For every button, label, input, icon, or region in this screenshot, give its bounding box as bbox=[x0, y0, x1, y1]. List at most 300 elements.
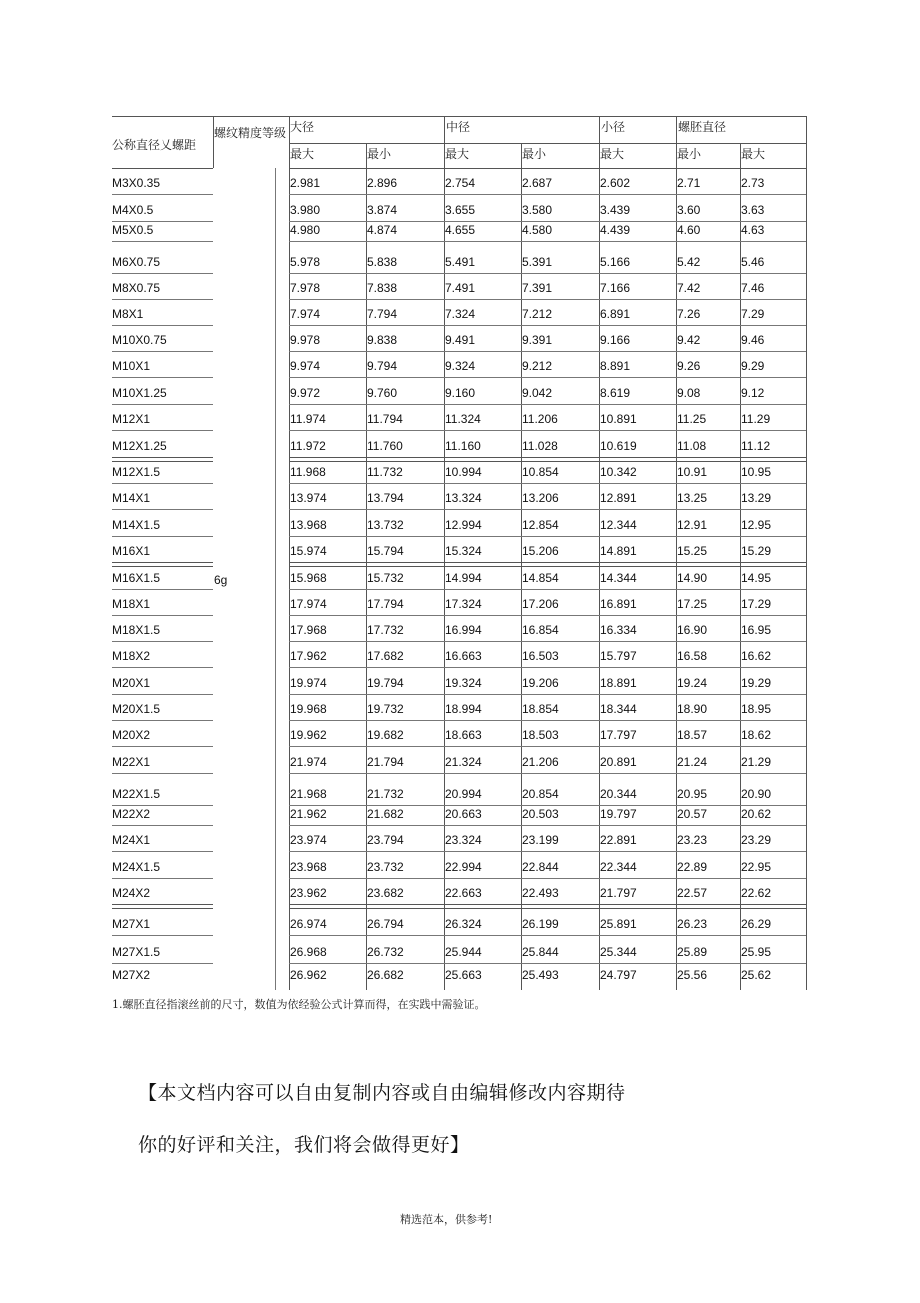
table-cell: 2.73 bbox=[741, 176, 765, 190]
table-cell: 12.891 bbox=[600, 491, 637, 505]
table-cell: 14.891 bbox=[600, 544, 637, 558]
table-cell: 18.663 bbox=[445, 728, 482, 742]
table-row-label: M4X0.5 bbox=[112, 203, 154, 217]
table-cell: 21.324 bbox=[445, 755, 482, 769]
row-rule bbox=[289, 483, 806, 484]
table-row-label: M22X2 bbox=[112, 807, 151, 821]
table-cell: 23.23 bbox=[677, 833, 708, 847]
table-cell: 22.89 bbox=[677, 860, 708, 874]
table-cell: 13.794 bbox=[367, 491, 404, 505]
table-cell: 7.46 bbox=[741, 281, 765, 295]
table-cell: 5.166 bbox=[600, 255, 631, 269]
table-cell: 2.71 bbox=[677, 176, 701, 190]
promo-line-2: 你的好评和关注，我们将会做得更好】 bbox=[138, 1134, 470, 1156]
row-rule bbox=[112, 430, 213, 431]
table-cell: 22.493 bbox=[522, 886, 559, 900]
table-cell: 3.439 bbox=[600, 203, 631, 217]
header-subvline-2 bbox=[740, 143, 741, 169]
table-cell: 20.95 bbox=[677, 787, 708, 801]
row-rule bbox=[289, 746, 806, 747]
table-cell: 14.90 bbox=[677, 571, 708, 585]
table-cell: 14.854 bbox=[522, 571, 559, 585]
table-cell: 7.391 bbox=[522, 281, 553, 295]
table-cell: 25.89 bbox=[677, 945, 708, 959]
table-cell: 26.23 bbox=[677, 917, 708, 931]
table-cell: 16.663 bbox=[445, 649, 482, 663]
body-vline-7 bbox=[806, 168, 807, 990]
row-rule bbox=[289, 509, 806, 510]
table-cell: 13.29 bbox=[741, 491, 772, 505]
table-cell: 18.503 bbox=[522, 728, 559, 742]
table-cell: 19.29 bbox=[741, 676, 772, 690]
table-cell: 9.324 bbox=[445, 359, 476, 373]
row-rule bbox=[112, 273, 213, 274]
table-cell: 19.324 bbox=[445, 676, 482, 690]
table-cell: 20.663 bbox=[445, 807, 482, 821]
row-rule bbox=[289, 299, 806, 300]
row-rule bbox=[112, 325, 213, 326]
table-row-label: M20X1.5 bbox=[112, 702, 161, 716]
table-cell: 18.994 bbox=[445, 702, 482, 716]
table-cell: 7.29 bbox=[741, 307, 765, 321]
table-cell: 26.29 bbox=[741, 917, 772, 931]
table-cell: 9.491 bbox=[445, 333, 476, 347]
table-cell: 11.974 bbox=[290, 412, 326, 426]
table-cell: 15.797 bbox=[600, 649, 637, 663]
table-cell: 10.994 bbox=[445, 465, 482, 479]
table-cell: 2.981 bbox=[290, 176, 321, 190]
table-cell: 7.42 bbox=[677, 281, 701, 295]
row-rule bbox=[112, 351, 213, 352]
table-cell: 9.166 bbox=[600, 333, 631, 347]
table-row-label: M27X2 bbox=[112, 968, 151, 982]
table-cell: 16.62 bbox=[741, 649, 772, 663]
table-cell: 19.794 bbox=[367, 676, 404, 690]
table-cell: 23.682 bbox=[367, 886, 404, 900]
table-cell: 19.24 bbox=[677, 676, 708, 690]
row-rule bbox=[289, 241, 806, 242]
table-cell: 19.974 bbox=[290, 676, 327, 690]
table-row-label: M6X0.75 bbox=[112, 255, 161, 269]
table-cell: 9.12 bbox=[741, 386, 765, 400]
row-rule bbox=[289, 641, 806, 642]
row-rule bbox=[289, 720, 806, 721]
table-row-label: M3X0.35 bbox=[112, 176, 161, 190]
table-cell: 14.95 bbox=[741, 571, 772, 585]
row-rule bbox=[289, 615, 806, 616]
table-cell: 22.95 bbox=[741, 860, 772, 874]
table-cell: 17.29 bbox=[741, 597, 772, 611]
table-cell: 3.63 bbox=[741, 203, 765, 217]
table-cell: 23.199 bbox=[522, 833, 559, 847]
table-cell: 4.980 bbox=[290, 223, 321, 237]
row-rule bbox=[289, 351, 806, 352]
table-cell: 16.90 bbox=[677, 623, 708, 637]
row-rule bbox=[112, 963, 213, 964]
table-cell: 8.619 bbox=[600, 386, 631, 400]
table-cell: 5.491 bbox=[445, 255, 476, 269]
table-cell: 11.29 bbox=[741, 412, 771, 426]
table-cell: 23.324 bbox=[445, 833, 482, 847]
table-cell: 17.794 bbox=[367, 597, 404, 611]
table-cell: 18.891 bbox=[600, 676, 637, 690]
table-cell: 4.655 bbox=[445, 223, 476, 237]
table-cell: 25.95 bbox=[741, 945, 772, 959]
table-cell: 18.95 bbox=[741, 702, 772, 716]
table-row-label: M12X1.5 bbox=[112, 465, 161, 479]
table-cell: 15.794 bbox=[367, 544, 404, 558]
header-sub-6: 最大 bbox=[741, 147, 766, 161]
table-cell: 11.732 bbox=[367, 465, 403, 479]
header-sub-2: 最大 bbox=[445, 147, 470, 161]
row-rule bbox=[289, 325, 806, 326]
row-rule bbox=[289, 935, 806, 936]
row-rule bbox=[289, 773, 806, 774]
table-cell: 23.29 bbox=[741, 833, 772, 847]
table-cell: 7.974 bbox=[290, 307, 321, 321]
table-cell: 15.324 bbox=[445, 544, 482, 558]
header-sub-5: 最小 bbox=[677, 147, 702, 161]
table-cell: 7.838 bbox=[367, 281, 398, 295]
table-cell: 7.166 bbox=[600, 281, 631, 295]
table-cell: 11.12 bbox=[741, 439, 771, 453]
header-group-3: 螺胚直径 bbox=[678, 120, 727, 134]
table-cell: 23.962 bbox=[290, 886, 327, 900]
table-cell: 26.974 bbox=[290, 917, 327, 931]
table-cell: 4.580 bbox=[522, 223, 553, 237]
row-rule bbox=[112, 404, 213, 405]
table-cell: 12.91 bbox=[677, 518, 708, 532]
table-cell: 18.344 bbox=[600, 702, 637, 716]
table-cell: 21.968 bbox=[290, 787, 327, 801]
table-cell: 13.968 bbox=[290, 518, 327, 532]
row-rule bbox=[112, 935, 213, 936]
table-cell: 13.732 bbox=[367, 518, 404, 532]
table-cell: 10.854 bbox=[522, 465, 559, 479]
table-cell: 23.968 bbox=[290, 860, 327, 874]
table-cell: 16.334 bbox=[600, 623, 637, 637]
row-rule bbox=[289, 194, 806, 195]
row-rule bbox=[112, 509, 213, 510]
table-cell: 11.160 bbox=[445, 439, 481, 453]
table-row-label: M16X1 bbox=[112, 544, 151, 558]
table-cell: 15.29 bbox=[741, 544, 772, 558]
header-group-1: 中径 bbox=[446, 120, 471, 134]
table-cell: 21.794 bbox=[367, 755, 404, 769]
row-rule bbox=[112, 536, 213, 537]
table-row-label: M18X1 bbox=[112, 597, 151, 611]
table-cell: 9.29 bbox=[741, 359, 765, 373]
table-cell: 2.896 bbox=[367, 176, 398, 190]
table-cell: 25.344 bbox=[600, 945, 637, 959]
table-cell: 14.994 bbox=[445, 571, 482, 585]
table-cell: 17.324 bbox=[445, 597, 482, 611]
table-cell: 25.844 bbox=[522, 945, 559, 959]
table-cell: 21.29 bbox=[741, 755, 772, 769]
table-cell: 12.95 bbox=[741, 518, 772, 532]
row-rule bbox=[112, 825, 213, 826]
table-cell: 20.62 bbox=[741, 807, 772, 821]
table-cell: 12.854 bbox=[522, 518, 559, 532]
table-cell: 3.655 bbox=[445, 203, 476, 217]
table-cell: 22.57 bbox=[677, 886, 708, 900]
table-cell: 9.794 bbox=[367, 359, 398, 373]
table-cell: 21.797 bbox=[600, 886, 637, 900]
table-row-label: M27X1.5 bbox=[112, 945, 161, 959]
table-row-label: M18X2 bbox=[112, 649, 151, 663]
header-vline-1 bbox=[444, 116, 445, 169]
table-cell: 21.974 bbox=[290, 755, 327, 769]
table-cell: 25.663 bbox=[445, 968, 482, 982]
table-cell: 11.324 bbox=[445, 412, 481, 426]
table-cell: 19.968 bbox=[290, 702, 327, 716]
table-row-label: M20X1 bbox=[112, 676, 151, 690]
table-cell: 3.980 bbox=[290, 203, 321, 217]
table-cell: 26.732 bbox=[367, 945, 404, 959]
table-cell: 6.891 bbox=[600, 307, 631, 321]
table-cell: 9.760 bbox=[367, 386, 398, 400]
row-rule bbox=[289, 589, 806, 590]
table-row-label: M14X1 bbox=[112, 491, 151, 505]
table-cell: 19.682 bbox=[367, 728, 404, 742]
table-cell: 7.212 bbox=[522, 307, 553, 321]
table-cell: 23.732 bbox=[367, 860, 404, 874]
table-cell: 4.60 bbox=[677, 223, 701, 237]
table-cell: 2.754 bbox=[445, 176, 476, 190]
grade-value: 6g bbox=[214, 573, 228, 587]
table-cell: 7.324 bbox=[445, 307, 476, 321]
table-row-label: M24X1.5 bbox=[112, 860, 161, 874]
row-rule bbox=[112, 377, 213, 378]
table-cell: 11.760 bbox=[367, 439, 403, 453]
table-cell: 9.974 bbox=[290, 359, 321, 373]
table-row-label: M24X2 bbox=[112, 886, 151, 900]
table-cell: 9.08 bbox=[677, 386, 701, 400]
row-rule bbox=[112, 221, 213, 222]
table-cell: 21.962 bbox=[290, 807, 327, 821]
table-cell: 7.26 bbox=[677, 307, 701, 321]
table-cell: 21.206 bbox=[522, 755, 559, 769]
table-cell: 11.206 bbox=[522, 412, 558, 426]
table-cell: 2.687 bbox=[522, 176, 553, 190]
table-cell: 20.994 bbox=[445, 787, 482, 801]
table-cell: 9.042 bbox=[522, 386, 553, 400]
table-cell: 18.90 bbox=[677, 702, 708, 716]
table-cell: 4.63 bbox=[741, 223, 765, 237]
row-rule bbox=[289, 430, 806, 431]
table-cell: 3.580 bbox=[522, 203, 553, 217]
header-vline-grade bbox=[213, 116, 214, 168]
row-rule bbox=[112, 589, 213, 590]
table-cell: 21.24 bbox=[677, 755, 708, 769]
table-cell: 16.994 bbox=[445, 623, 482, 637]
table-cell: 22.663 bbox=[445, 886, 482, 900]
header-nominal-diameter-pitch: 公称直径乂螺距 bbox=[112, 138, 197, 152]
table-cell: 12.994 bbox=[445, 518, 482, 532]
table-cell: 26.199 bbox=[522, 917, 559, 931]
table-cell: 20.854 bbox=[522, 787, 559, 801]
row-rule bbox=[289, 805, 806, 806]
header-subvline-1 bbox=[521, 143, 522, 169]
header-vline-3 bbox=[676, 116, 677, 169]
row-rule bbox=[112, 299, 213, 300]
page-footer: 精选范本，供参考! bbox=[400, 1213, 493, 1226]
table-cell: 17.974 bbox=[290, 597, 327, 611]
table-cell: 25.62 bbox=[741, 968, 772, 982]
table-cell: 17.682 bbox=[367, 649, 404, 663]
table-cell: 11.968 bbox=[290, 465, 326, 479]
row-rule bbox=[112, 851, 213, 852]
table-cell: 20.57 bbox=[677, 807, 708, 821]
table-cell: 10.619 bbox=[600, 439, 637, 453]
table-cell: 23.794 bbox=[367, 833, 404, 847]
table-cell: 13.25 bbox=[677, 491, 708, 505]
row-rule bbox=[289, 851, 806, 852]
header-thread-grade: 螺纹精度等级 bbox=[214, 126, 287, 140]
body-vline-grade bbox=[275, 168, 276, 990]
row-double-rule bbox=[289, 457, 806, 462]
table-cell: 15.968 bbox=[290, 571, 327, 585]
table-row-label: M22X1 bbox=[112, 755, 151, 769]
table-cell: 26.682 bbox=[367, 968, 404, 982]
table-cell: 9.391 bbox=[522, 333, 553, 347]
table-cell: 9.838 bbox=[367, 333, 398, 347]
promo-line-1: 【本文档内容可以自由复制内容或自由编辑修改内容期待 bbox=[138, 1082, 626, 1104]
row-double-rule bbox=[289, 904, 806, 909]
row-rule bbox=[289, 536, 806, 537]
row-rule bbox=[289, 221, 806, 222]
table-cell: 20.90 bbox=[741, 787, 772, 801]
table-cell: 26.794 bbox=[367, 917, 404, 931]
table-row-label: M10X1 bbox=[112, 359, 151, 373]
table-cell: 26.324 bbox=[445, 917, 482, 931]
table-cell: 7.978 bbox=[290, 281, 321, 295]
header-bottom-rule bbox=[112, 168, 213, 169]
table-cell: 10.91 bbox=[677, 465, 708, 479]
table-cell: 10.891 bbox=[600, 412, 637, 426]
table-cell: 8.891 bbox=[600, 359, 631, 373]
row-rule bbox=[112, 694, 213, 695]
table-row-label: M27X1 bbox=[112, 917, 151, 931]
table-cell: 7.491 bbox=[445, 281, 476, 295]
table-cell: 5.978 bbox=[290, 255, 321, 269]
table-cell: 9.972 bbox=[290, 386, 321, 400]
table-cell: 22.844 bbox=[522, 860, 559, 874]
table-cell: 26.962 bbox=[290, 968, 327, 982]
table-cell: 13.206 bbox=[522, 491, 559, 505]
header-sub-3: 最小 bbox=[522, 147, 547, 161]
table-cell: 11.028 bbox=[522, 439, 558, 453]
table-cell: 19.732 bbox=[367, 702, 404, 716]
row-rule bbox=[289, 404, 806, 405]
header-group-0: 大径 bbox=[290, 120, 315, 134]
table-cell: 17.206 bbox=[522, 597, 559, 611]
table-cell: 18.62 bbox=[741, 728, 772, 742]
row-rule bbox=[289, 694, 806, 695]
table-cell: 26.968 bbox=[290, 945, 327, 959]
header-sub-0: 最大 bbox=[290, 147, 315, 161]
row-rule bbox=[112, 194, 213, 195]
table-row-label: M16X1.5 bbox=[112, 571, 161, 585]
table-cell: 4.439 bbox=[600, 223, 631, 237]
row-double-rule bbox=[112, 562, 213, 567]
table-cell: 17.968 bbox=[290, 623, 327, 637]
row-rule bbox=[289, 273, 806, 274]
row-rule bbox=[112, 483, 213, 484]
table-cell: 24.797 bbox=[600, 968, 637, 982]
header-vline-4 bbox=[806, 116, 807, 169]
table-cell: 22.891 bbox=[600, 833, 637, 847]
table-cell: 19.206 bbox=[522, 676, 559, 690]
table-cell: 3.874 bbox=[367, 203, 398, 217]
table-cell: 17.25 bbox=[677, 597, 708, 611]
header-sub-4: 最大 bbox=[600, 147, 625, 161]
row-rule bbox=[112, 641, 213, 642]
table-cell: 17.962 bbox=[290, 649, 327, 663]
row-double-rule bbox=[112, 457, 213, 462]
table-cell: 15.974 bbox=[290, 544, 327, 558]
table-row-label: M14X1.5 bbox=[112, 518, 161, 532]
table-cell: 20.891 bbox=[600, 755, 637, 769]
table-cell: 16.854 bbox=[522, 623, 559, 637]
table-cell: 5.42 bbox=[677, 255, 701, 269]
row-rule bbox=[289, 963, 806, 964]
table-cell: 13.974 bbox=[290, 491, 327, 505]
table-row-label: M10X1.25 bbox=[112, 386, 167, 400]
table-cell: 11.25 bbox=[677, 412, 707, 426]
header-subvline-0 bbox=[366, 143, 367, 169]
table-cell: 10.95 bbox=[741, 465, 772, 479]
table-cell: 19.962 bbox=[290, 728, 327, 742]
table-cell: 25.891 bbox=[600, 917, 637, 931]
table-cell: 7.794 bbox=[367, 307, 398, 321]
header-group-2: 小径 bbox=[601, 120, 626, 134]
table-cell: 12.344 bbox=[600, 518, 637, 532]
table-cell: 19.797 bbox=[600, 807, 637, 821]
table-cell: 9.978 bbox=[290, 333, 321, 347]
row-rule bbox=[112, 720, 213, 721]
table-row-label: M18X1.5 bbox=[112, 623, 161, 637]
header-sub-1: 最小 bbox=[367, 147, 392, 161]
table-cell: 18.854 bbox=[522, 702, 559, 716]
table-row-label: M12X1.25 bbox=[112, 439, 167, 453]
table-row-label: M22X1.5 bbox=[112, 787, 161, 801]
row-rule bbox=[112, 773, 213, 774]
table-cell: 2.602 bbox=[600, 176, 631, 190]
table-cell: 21.682 bbox=[367, 807, 404, 821]
table-cell: 9.42 bbox=[677, 333, 701, 347]
table-cell: 14.344 bbox=[600, 571, 637, 585]
table-cell: 16.503 bbox=[522, 649, 559, 663]
row-rule bbox=[112, 746, 213, 747]
header-vline-0 bbox=[289, 116, 290, 169]
row-rule bbox=[112, 615, 213, 616]
table-cell: 11.972 bbox=[290, 439, 326, 453]
table-cell: 16.58 bbox=[677, 649, 708, 663]
table-cell: 5.46 bbox=[741, 255, 765, 269]
table-cell: 25.944 bbox=[445, 945, 482, 959]
row-rule bbox=[289, 825, 806, 826]
row-rule bbox=[289, 377, 806, 378]
table-cell: 5.838 bbox=[367, 255, 398, 269]
table-cell: 23.974 bbox=[290, 833, 327, 847]
table-cell: 20.344 bbox=[600, 787, 637, 801]
table-row-label: M20X2 bbox=[112, 728, 151, 742]
table-cell: 22.62 bbox=[741, 886, 772, 900]
footnote: 1.螺胚直径指滚丝前的尺寸，数值为依经验公式计算而得，在实践中需验证。 bbox=[112, 998, 486, 1011]
row-rule bbox=[112, 878, 213, 879]
table-cell: 3.60 bbox=[677, 203, 701, 217]
